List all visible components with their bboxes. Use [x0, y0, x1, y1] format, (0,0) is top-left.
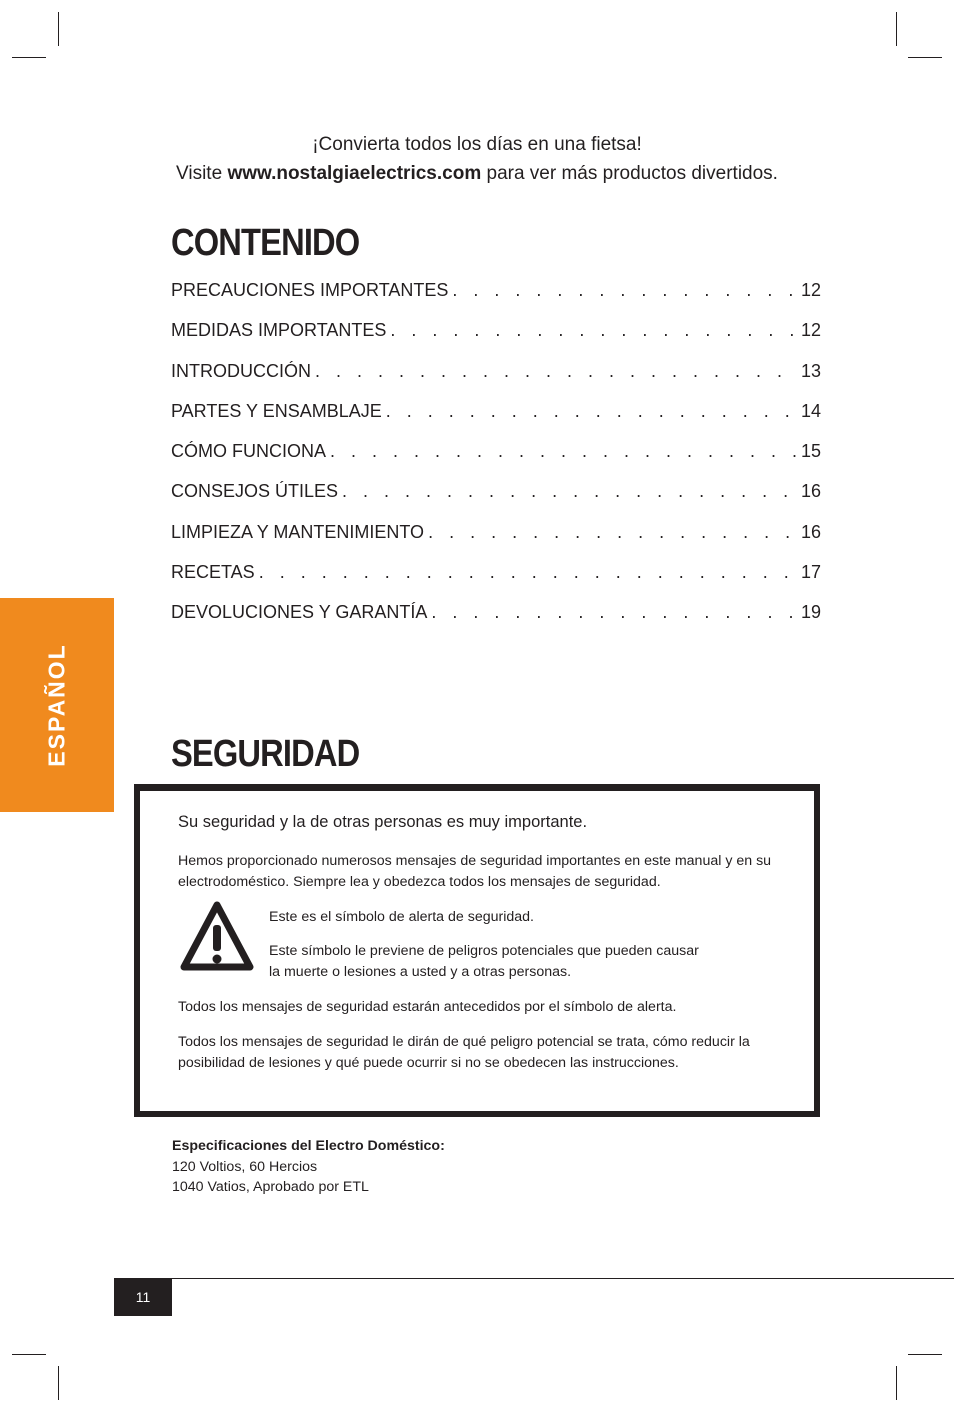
- toc-entry-page: 17: [800, 562, 821, 583]
- alert-symbol-text: Este es el símbolo de alerta de seguridad.: [269, 909, 534, 925]
- toc-entry: [171, 320, 821, 360]
- toc-entry: [171, 522, 821, 562]
- tagline: [0, 130, 954, 188]
- safety-paragraph: Todos los mensajes de seguridad estarán antecedidos por el símbolo de alerta.: [178, 999, 677, 1015]
- toc-entry-label: INTRODUCCIÓN: [171, 360, 311, 381]
- toc-entry: [171, 361, 821, 401]
- crop-mark: [58, 1366, 59, 1400]
- tagline-line2: Visite www.nostalgiaelectrics.com para ver más productos divertidos.: [176, 163, 778, 184]
- toc-leader-dots: [390, 320, 797, 341]
- toc-entry-label: DEVOLUCIONES Y GARANTÍA: [171, 602, 428, 623]
- toc-leader-dots: [428, 522, 797, 543]
- toc-entry: [171, 481, 821, 521]
- toc-entry: [171, 562, 821, 602]
- toc-leader-dots: [342, 481, 797, 502]
- toc-leader-dots: [315, 361, 797, 382]
- toc-entry-label: MEDIDAS IMPORTANTES: [171, 320, 387, 341]
- toc-entry-page: 16: [800, 521, 821, 542]
- toc-entry-page: 12: [800, 320, 821, 341]
- table-of-contents: [171, 280, 821, 643]
- footer-rule: [114, 1278, 954, 1279]
- crop-mark: [12, 57, 46, 58]
- toc-leader-dots: [431, 602, 797, 623]
- toc-entry: [171, 441, 821, 481]
- toc-entry-label: PRECAUCIONES IMPORTANTES: [171, 280, 449, 300]
- toc-entry-label: CÓMO FUNCIONA: [171, 441, 326, 462]
- toc-entry: [171, 280, 821, 320]
- language-label: ESPAÑOL: [43, 643, 70, 767]
- toc-entry-label: RECETAS: [171, 562, 255, 583]
- safety-title: SEGURIDAD: [171, 733, 360, 775]
- toc-entry: [171, 602, 821, 642]
- crop-mark: [896, 12, 897, 46]
- safety-lead: Su seguridad y la de otras personas es muy importante.: [178, 813, 588, 831]
- crop-mark: [12, 1354, 46, 1355]
- website-url: www.nostalgiaelectrics.com: [227, 163, 482, 184]
- specs-line: 1040 Vatios, Aprobado por ETL: [172, 1179, 369, 1195]
- specs-line: 120 Voltios, 60 Hercios: [172, 1158, 318, 1175]
- toc-entry-page: 14: [800, 400, 821, 421]
- toc-entry-label: LIMPIEZA Y MANTENIMIENTO: [171, 521, 425, 542]
- language-tab: [0, 598, 114, 812]
- crop-mark: [58, 12, 59, 46]
- crop-mark: [896, 1366, 897, 1400]
- toc-entry-page: 19: [800, 602, 821, 623]
- specs-title: Especificaciones del Electro Doméstico:: [172, 1138, 445, 1154]
- contents-title: CONTENIDO: [171, 222, 360, 264]
- alert-warning-text: Este símbolo le previene de peligros potenciales que pueden causar la muerte o lesiones a usted y a otras personas.: [269, 943, 699, 980]
- toc-entry-label: CONSEJOS ÚTILES: [171, 481, 339, 502]
- toc-entry-page: 12: [800, 280, 821, 300]
- toc-leader-dots: [259, 562, 797, 583]
- crop-mark: [908, 57, 942, 58]
- toc-leader-dots: [330, 441, 797, 462]
- page-number: 11: [114, 1278, 172, 1316]
- safety-paragraph: Hemos proporcionado numerosos mensajes de seguridad importantes en este manual y en su electrodoméstico. Siempre lea y obedezca todos los mensajes de seguridad.: [178, 853, 772, 890]
- safety-box: [134, 784, 820, 1117]
- warning-triangle-icon: [180, 899, 254, 973]
- appliance-specs: [172, 1136, 445, 1198]
- toc-leader-dots: [452, 280, 797, 301]
- toc-entry-page: 16: [800, 481, 821, 502]
- toc-entry-page: 13: [800, 360, 821, 381]
- crop-mark: [908, 1354, 942, 1355]
- tagline-line1: ¡Convierta todos los días en una fietsa!: [312, 134, 642, 155]
- toc-entry-label: PARTES Y ENSAMBLAJE: [171, 400, 382, 421]
- toc-entry: [171, 401, 821, 441]
- safety-paragraph: Todos los mensajes de seguridad le dirán de qué peligro potencial se trata, cómo reducir la posibilidad de lesiones y qué puede ocurrir si no se obedecen las instrucciones.: [178, 1034, 750, 1071]
- toc-leader-dots: [386, 401, 797, 422]
- toc-entry-page: 15: [800, 441, 821, 462]
